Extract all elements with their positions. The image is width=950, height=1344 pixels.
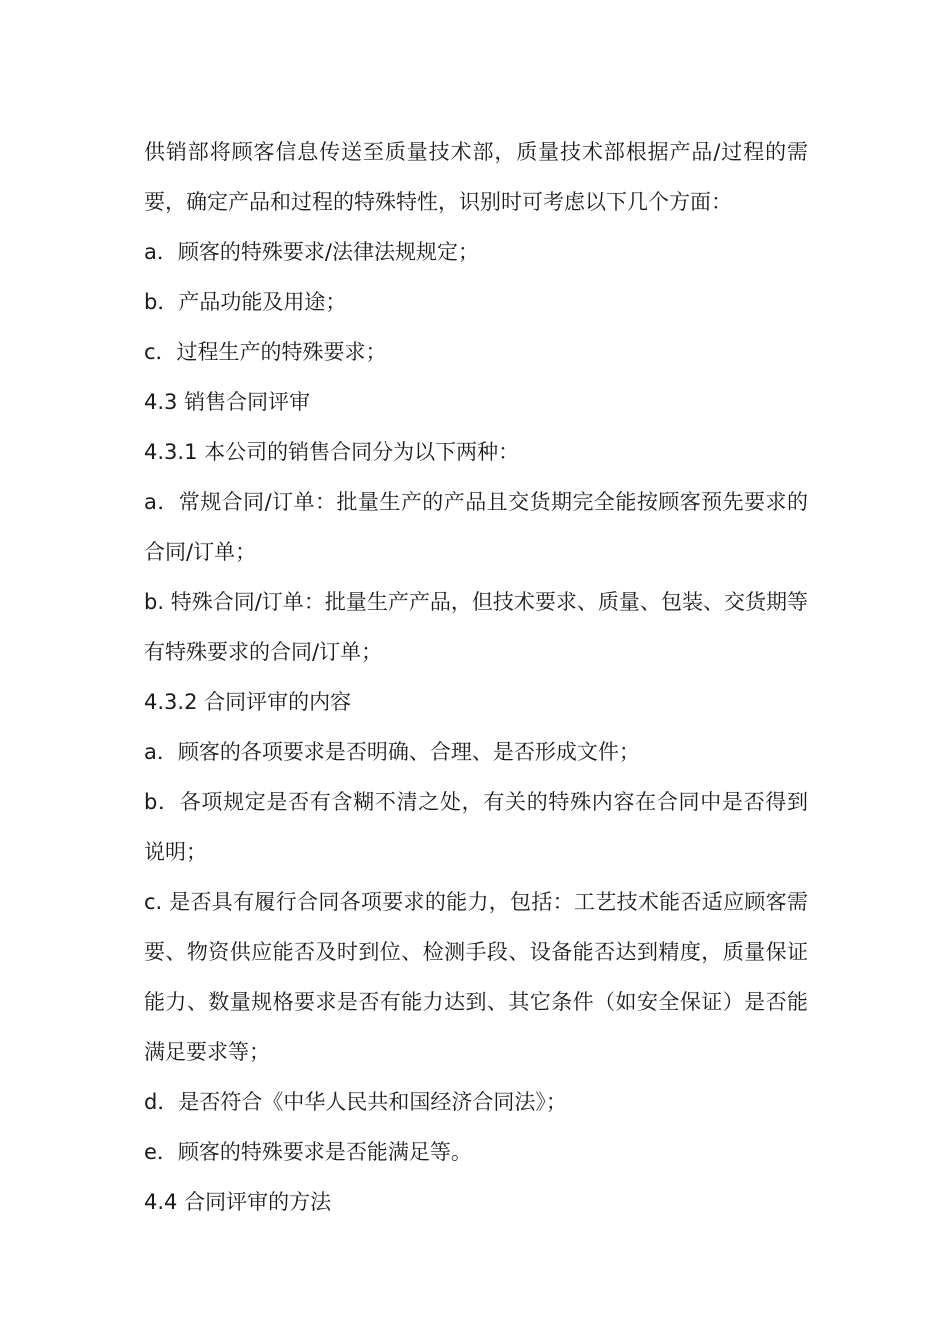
section-heading-4-4: 4.4 合同评审的方法 xyxy=(144,1190,332,1214)
paragraph-intro: 供销部将顾客信息传送至质量技术部，质量技术部根据产品/过程的需要，确定产品和过程的特殊特性，识别时可考虑以下几个方面： xyxy=(144,140,808,214)
list-item-b-product-function: b．产品功能及用途； xyxy=(144,290,347,314)
list-item-c-capability: c. 是否具有履行合同各项要求的能力，包括：工艺技术能否适应顾客需要、物资供应能否及时到位、检测手段、设备能否达到精度，质量保证能力、数量规格要求是否有能力达到、其它条件（如安全保证）是否能满足要求等； xyxy=(144,890,808,1064)
subsection-heading-4-3-2: 4.3.2 合同评审的内容 xyxy=(144,690,352,714)
list-item-a-customer-requirements: a．顾客的特殊要求/法律法规规定； xyxy=(144,240,479,264)
list-item-d-contract-law: d．是否符合《中华人民共和国经济合同法》； xyxy=(144,1090,567,1114)
subsection-heading-4-3-1: 4.3.1 本公司的销售合同分为以下两种： xyxy=(144,440,520,464)
section-heading-4-3: 4.3 销售合同评审 xyxy=(144,390,311,414)
list-item-b-ambiguity: b．各项规定是否有含糊不清之处，有关的特殊内容在合同中是否得到说明； xyxy=(144,790,808,864)
list-item-b-special-contract: b. 特殊合同/订单：批量生产产品，但技术要求、质量、包装、交货期等有特殊要求的合同/订单； xyxy=(144,590,808,664)
list-item-c-process-requirements: c．过程生产的特殊要求； xyxy=(144,340,387,364)
list-item-a-regular-contract: a．常规合同/订单：批量生产的产品且交货期完全能按顾客预先要求的合同/订单； xyxy=(144,490,808,564)
document-body xyxy=(144,127,808,1227)
list-item-a-requirements-clear: a．顾客的各项要求是否明确、合理、是否形成文件； xyxy=(144,740,640,764)
list-item-e-special-requirements: e．顾客的特殊要求是否能满足等。 xyxy=(144,1140,472,1164)
